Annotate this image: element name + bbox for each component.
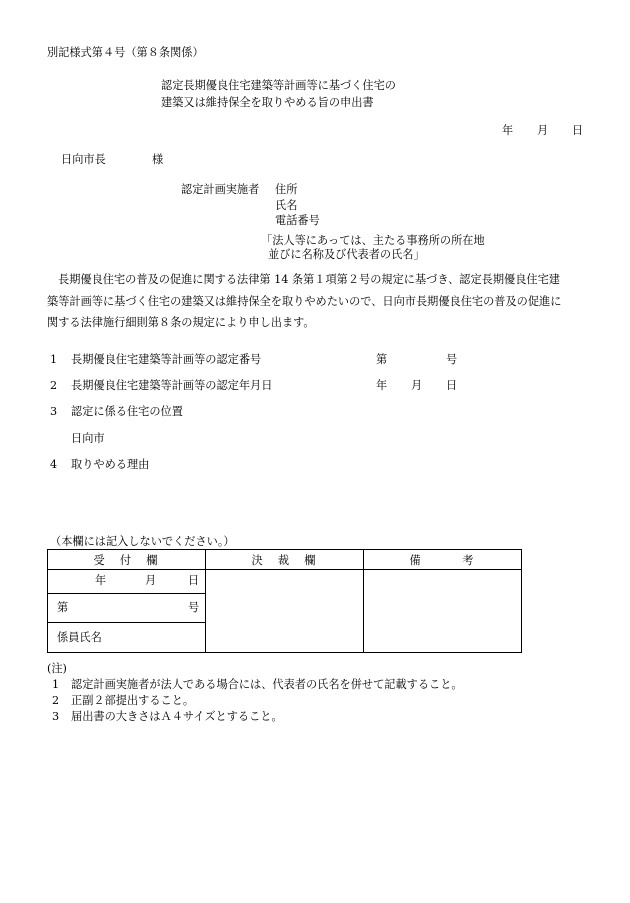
item-2-day: 日	[446, 379, 458, 392]
body-line: 築等計画等に基づく住宅の建築又は維持保全を取りやめたいので、日向市長期優良住宅の普及の促進に	[47, 294, 562, 308]
reception-month: 月	[145, 574, 157, 587]
item-1-number: 1	[50, 353, 58, 366]
body-line: 関する法律施行細則第８条の規定により申し出ます。	[47, 316, 315, 329]
clerk-name-cell	[48, 623, 206, 653]
applicant-name-label: 氏名	[275, 199, 298, 212]
date-day: 日	[572, 124, 584, 137]
office-use-note: （本欄には記入しないでください。）	[50, 535, 235, 548]
item-4-number: 4	[50, 458, 58, 471]
form-label: 別記様式第４号（第８条関係）	[47, 46, 204, 59]
item-3-number: 3	[50, 405, 58, 418]
reception-number-cell	[48, 594, 206, 623]
header-reception: 受 付 欄	[48, 550, 206, 570]
applicant-address-label: 住所	[275, 183, 298, 196]
reception-day: 日	[188, 574, 200, 587]
header-remarks: 備 考	[364, 550, 522, 570]
note-3-text: 届出書の大きさはＡ４サイズとすること。	[71, 710, 283, 723]
item-1-label: 長期優良住宅建築等計画等の認定番号	[71, 353, 262, 366]
note-1-text: 認定計画実施者が法人である場合には、代表者の氏名を併せて記載すること。	[71, 678, 463, 691]
notes-title: (注)	[47, 662, 67, 675]
item-3-city: 日向市	[71, 432, 105, 445]
applicant-phone-label: 電話番号	[275, 214, 320, 227]
reception-year: 年	[95, 574, 107, 587]
remarks-cell	[364, 570, 522, 653]
applicant-label: 認定計画実施者	[181, 183, 260, 196]
item-3-label: 認定に係る住宅の位置	[71, 405, 183, 418]
body-paragraph	[47, 269, 584, 334]
item-2-year: 年	[376, 379, 388, 392]
corporate-note-line2: 並びに名称及び代表者の氏名」	[268, 248, 425, 261]
item-2-number: 2	[50, 379, 58, 392]
note-1-number: 1	[52, 678, 60, 691]
document-title-line2: 建築又は維持保全を取りやめる旨の申出書	[161, 96, 374, 109]
note-3-number: 3	[52, 710, 60, 723]
note-2-number: 2	[52, 694, 60, 707]
reception-dai: 第	[57, 601, 69, 614]
date-year: 年	[502, 124, 514, 137]
note-2-text: 正副２部提出すること。	[71, 694, 195, 707]
addressee-honorific: 様	[152, 153, 164, 166]
item-1-dai: 第	[376, 353, 388, 366]
office-use-table	[47, 549, 522, 653]
item-2-label: 長期優良住宅建築等計画等の認定年月日	[71, 379, 273, 392]
document-title-line1: 認定長期優良住宅建築等計画等に基づく住宅の	[161, 79, 396, 92]
approval-cell	[206, 570, 364, 653]
reception-go: 号	[188, 601, 200, 614]
item-4-label: 取りやめる理由	[71, 458, 150, 471]
clerk-name-label: 係員氏名	[57, 631, 102, 644]
date-month: 月	[537, 124, 549, 137]
item-1-go: 号	[446, 353, 458, 366]
addressee-name: 日向市長	[61, 153, 106, 166]
body-line: 長期優良住宅の普及の促進に関する法律第 14 条第１項第２号の規定に基づき、認定長期優良住宅建	[58, 273, 560, 286]
reception-date-cell	[48, 570, 206, 594]
corporate-note-line1: 「法人等にあっては、主たる事務所の所在地	[261, 234, 485, 247]
header-approval: 決 裁 欄	[206, 550, 364, 570]
item-2-month: 月	[411, 379, 423, 392]
